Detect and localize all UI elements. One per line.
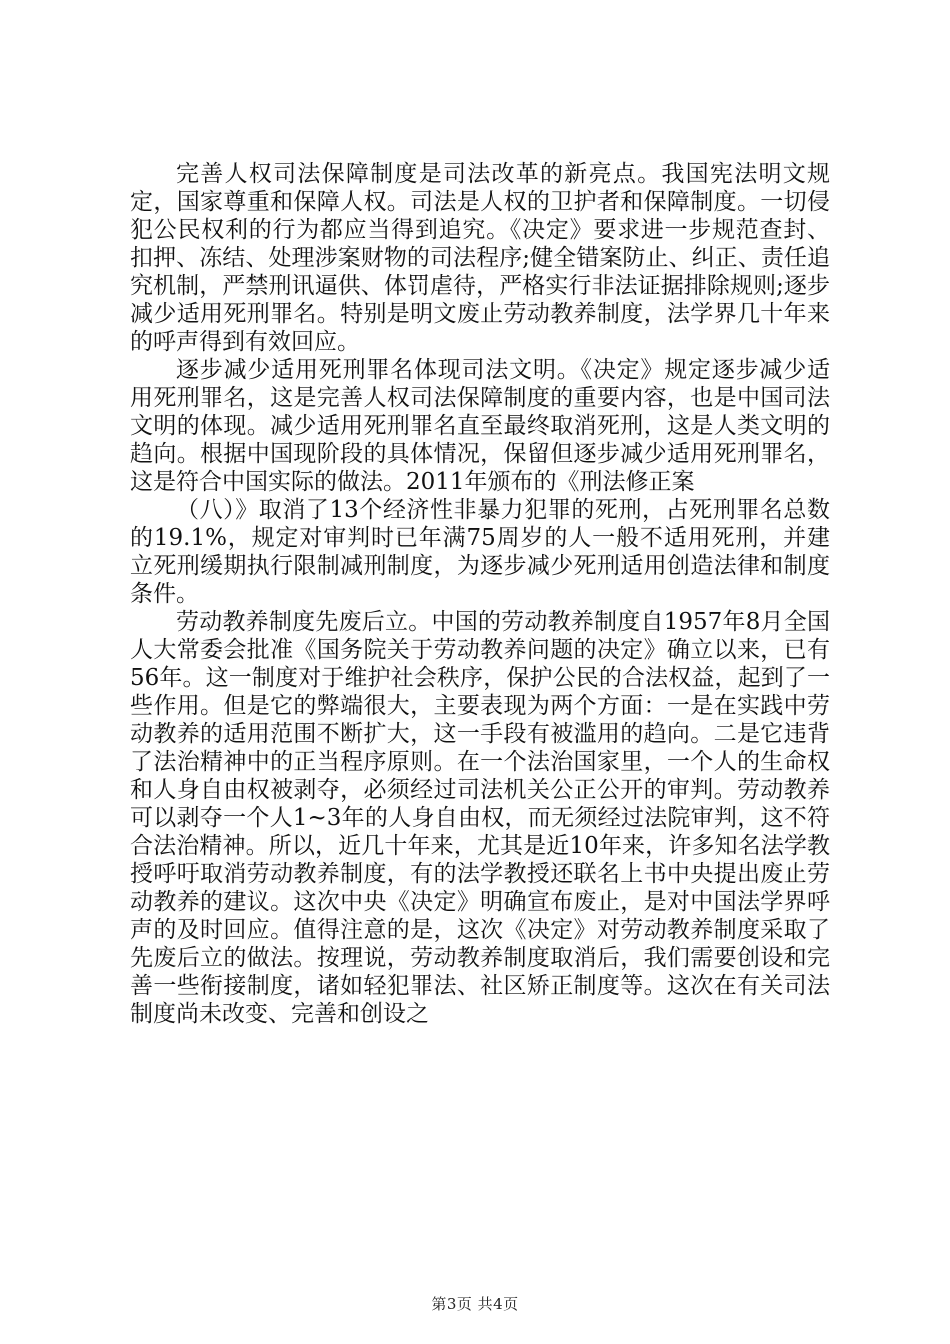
page-number-footer: 第3页 共4页 — [431, 1295, 519, 1313]
document-body — [130, 160, 830, 1028]
paragraph-death-penalty: 逐步减少适用死刑罪名体现司法文明。《决定》规定逐步减少适用死刑罪名，这是完善人权司法保障制度的重要内容，也是中国司法文明的体现。减少适用死刑罪名直至最终取消死刑，这是人类文明的趋向。根据中国现阶段的具体情况，保留但逐步减少适用死刑罪名，这是符合中国实际的做法。2011年颁布的《刑法修正案 — [130, 357, 830, 495]
paragraph-labor-education: 劳动教养制度先废后立。中国的劳动教养制度自1957年8月全国人大常委会批准《国务院关于劳动教养问题的决定》确立以来，已有56年。这一制度对于维护社会秩序，保护公民的合法权益，起到了一些作用。但是它的弊端很大，主要表现为两个方面：一是在实践中劳动教养的适用范围不断扩大，这一手段有被滥用的趋向。二是它违背了法治精神中的正当程序原则。在一个法治国家里，一个人的生命权和人身自由权被剥夺，必须经过司法机关公正公开的审判。劳动教养可以剥夺一个人1~3年的人身自由权，而无须经过法院审判，这不符合法治精神。所以，近几十年来，尤其是近10年来，许多知名法学教授呼吁取消劳动教养制度，有的法学教授还联名上书中央提出废止劳动教养的建议。这次中央《决定》明确宣布废止，是对中国法学界呼声的及时回应。值得注意的是，这次《决定》对劳动教养制度采取了先废后立的做法。按理说，劳动教养制度取消后，我们需要创设和完善一些衔接制度，诸如轻犯罪法、社区矫正制度等。这次在有关司法制度尚未改变、完善和创设之 — [130, 609, 830, 1027]
paragraph-amendment-eight: （八）》取消了13个经济性非暴力犯罪的死刑，占死刑罪名总数的19.1%，规定对审判时已年满75周岁的人一般不适用死刑，并建立死刑缓期执行限制减刑制度，为逐步减少死刑适用创造法律和制度条件。 — [130, 497, 830, 607]
paragraph-human-rights: 完善人权司法保障制度是司法改革的新亮点。我国宪法明文规定，国家尊重和保障人权。司法是人权的卫护者和保障制度。一切侵犯公民权利的行为都应当得到追究。《决定》要求进一步规范查封、扣押、冻结、处理涉案财物的司法程序;健全错案防止、纠正、责任追究机制，严禁刑讯逼供、体罚虐待，严格实行非法证据排除规则;逐步减少适用死刑罪名。特别是明文废止劳动教养制度，法学界几十年来的呼声得到有效回应。 — [130, 161, 830, 355]
